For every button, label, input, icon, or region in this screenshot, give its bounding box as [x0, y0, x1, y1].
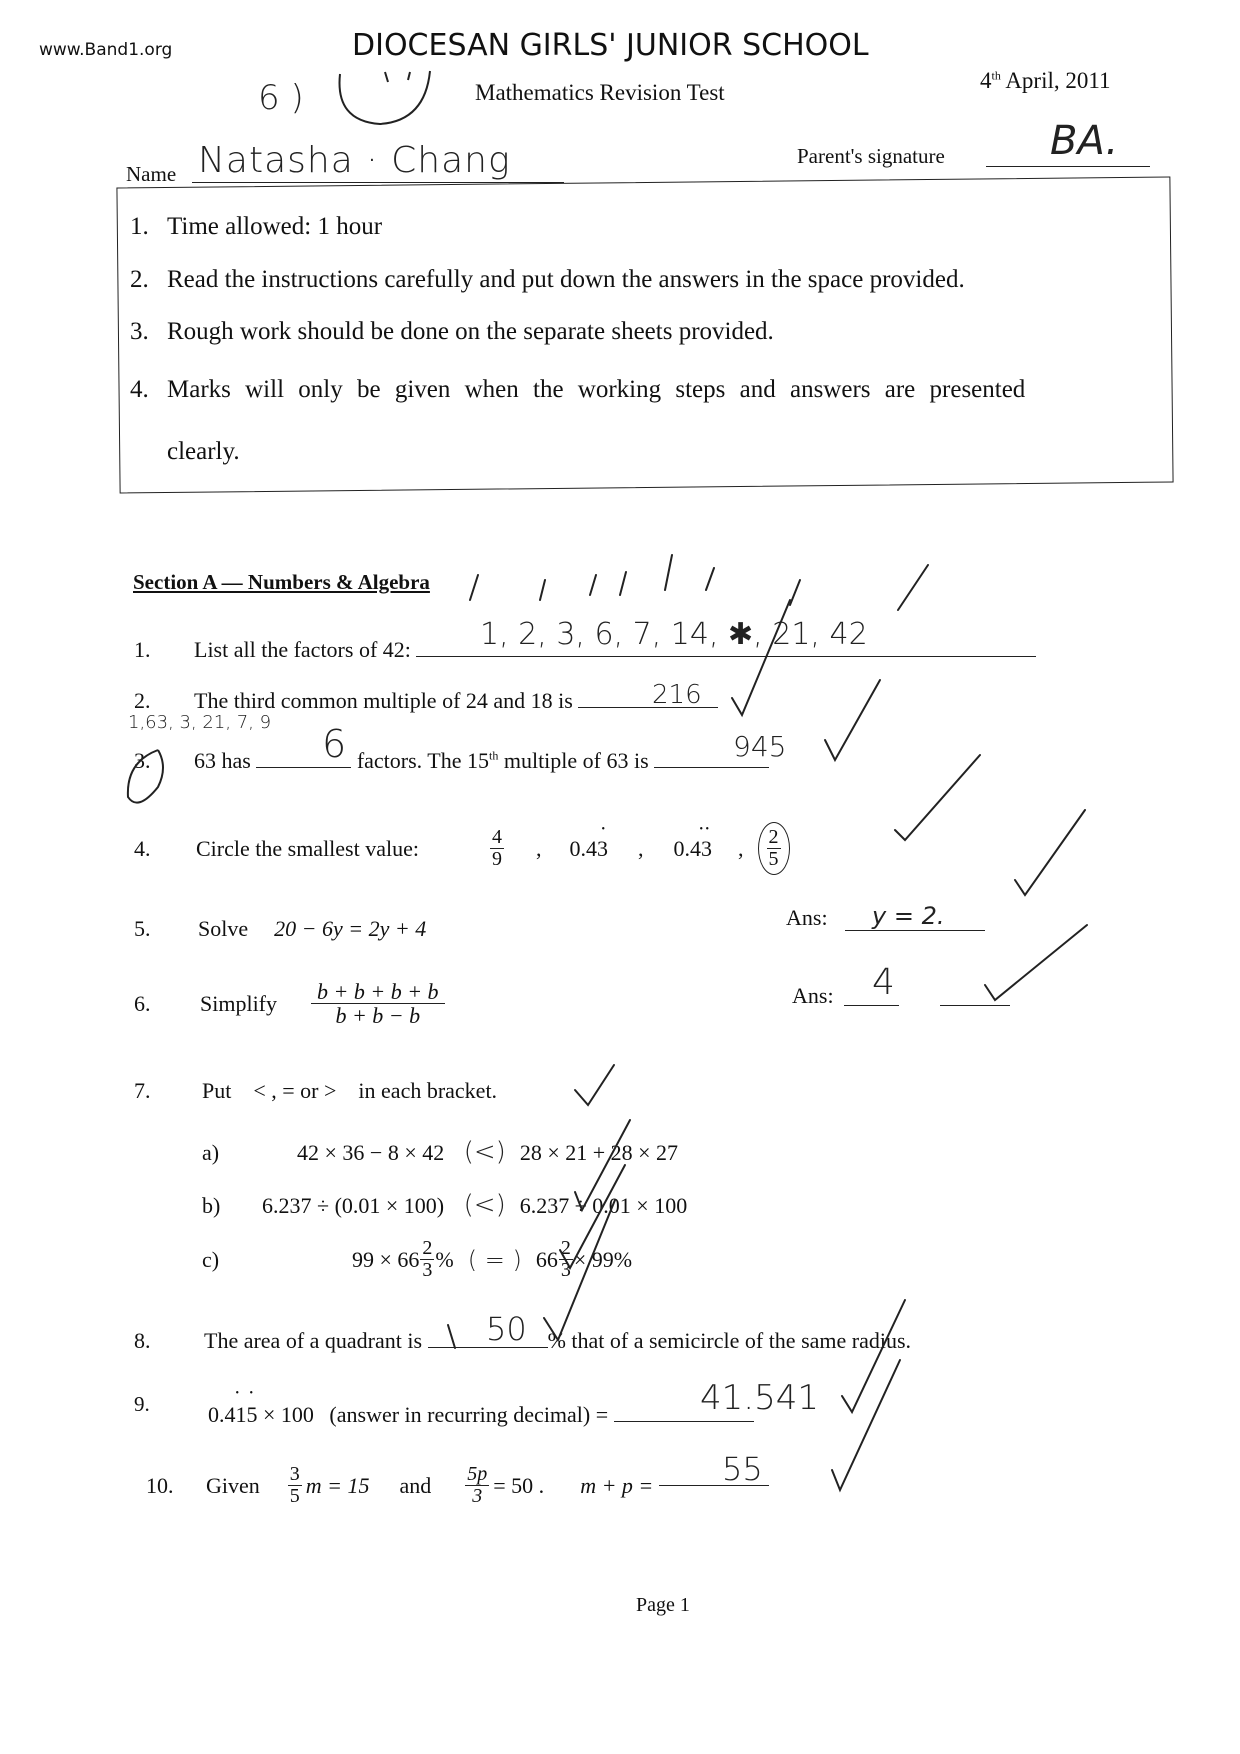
q9-answer[interactable]: 41.541: [700, 1378, 819, 1418]
q6-mark-line: [940, 1005, 1010, 1006]
question-10: 10. Given $\frac{3}{5}$ m = 15 and $\frac{5p}{3}$ = 50 . m + p =: [146, 1464, 769, 1507]
question-4: 4. Circle the smallest value: $\frac{4}{9}$ , 0.43 • , 0.43 • • , $\frac{2}{5}$: [134, 822, 794, 875]
parent-signature-label: Parent's signature: [797, 144, 945, 168]
q10-answer[interactable]: 55: [722, 1450, 763, 1488]
tick-mark: [470, 555, 928, 610]
q7a-answer[interactable]: (<): [463, 1137, 506, 1167]
handwritten-score: 6 ): [258, 78, 304, 118]
question-6: 6. Simplify $\frac{b + b + b + b}{b + b - b}$: [134, 980, 449, 1027]
tick-mark: [895, 755, 980, 840]
q6-ans-label: Ans:: [792, 983, 834, 1008]
signature-line: [986, 166, 1150, 167]
q3-circled-number: [118, 742, 180, 812]
test-title: Mathematics Revision Test: [475, 80, 725, 105]
instruction-item: 4. Marks will only be given when the working steps and answers are presented: [130, 376, 1026, 403]
question-7: 7. Put < , = or > in each bracket.: [134, 1078, 498, 1103]
page-number: Page 1: [636, 1594, 690, 1616]
name-value[interactable]: Natasha · Chang: [198, 140, 511, 181]
tick-mark: [575, 1065, 614, 1105]
question-3: 3. 63 has factors. The 15th multiple of 63 is: [134, 748, 769, 774]
instruction-item: clearly.: [167, 438, 240, 465]
instruction-item: 1. Time allowed: 1 hour: [130, 213, 383, 240]
q7-part-a: a) 42 × 36 − 8 × 42 (<) 28 × 21 + 28 × 27: [202, 1137, 679, 1167]
option-0-43-recurring-3[interactable]: 0.43 •: [569, 823, 608, 861]
q1-answer[interactable]: 1, 2, 3, 6, 7, 14, ✱, 21, 42: [480, 617, 868, 652]
option-0-43-recurring-43[interactable]: 0.43 • •: [673, 823, 712, 861]
question-8: 8. The area of a quadrant is % that of a semicircle of the same radius.: [134, 1328, 912, 1353]
q5-ans-label: Ans:: [786, 905, 828, 930]
tick-mark: [825, 680, 880, 760]
instruction-item: 2. Read the instructions carefully and put down the answers in the space provided.: [130, 266, 965, 293]
option-4-9[interactable]: $\frac{4}{9}$: [492, 826, 502, 870]
question-2: 2. The third common multiple of 24 and 18 is: [134, 688, 718, 714]
question-5: 5. Solve 20 − 6y = 2y + 4: [134, 916, 427, 941]
q7b-answer[interactable]: (<): [463, 1190, 506, 1220]
q7c-answer[interactable]: ( = ): [467, 1245, 522, 1274]
option-2-5-circled[interactable]: $\frac{2}{5}$: [758, 822, 790, 875]
question-9: 0.415 • • × 100 (answer in recurring decimal) =: [208, 1402, 754, 1428]
instruction-item: 3. Rough work should be done on the separate sheets provided.: [130, 318, 774, 345]
q6-answer[interactable]: 4: [872, 962, 895, 1003]
tick-mark: [985, 925, 1087, 1000]
q2-answer[interactable]: 216: [652, 680, 702, 710]
section-title: Section A — Numbers & Algebra: [133, 570, 430, 594]
q5-answer[interactable]: y = 2.: [872, 902, 945, 930]
q5-answer-line: [845, 930, 985, 931]
test-date: 4th April, 2011: [980, 68, 1111, 93]
name-label: Name: [126, 162, 177, 186]
q6-answer-line: [844, 1005, 899, 1006]
q7-part-b: b) 6.237 ÷ (0.01 × 100) (<) 6.237 ÷ 0.01 × 100: [202, 1190, 688, 1220]
q2-working: 1,63, 3, 21, 7, 9: [128, 712, 272, 733]
watermark: www.Band1.org: [39, 40, 173, 60]
smiley-drawing: [330, 66, 440, 128]
q7-part-c: c) 99 × 66 $\frac{2}{3}$ % ( = ) 66 $\frac{2}{3}$ × 99%: [202, 1237, 633, 1281]
tick-mark: [842, 1300, 905, 1412]
tick-mark: [1015, 810, 1085, 895]
tick-mark: [832, 1360, 900, 1490]
q8-answer[interactable]: 50: [486, 1310, 527, 1348]
question-1: 1. List all the factors of 42:: [134, 637, 1036, 663]
school-name: DIOCESAN GIRLS' JUNIOR SCHOOL: [352, 28, 869, 63]
parent-signature: BA.: [1050, 118, 1119, 164]
q3-answer-factors[interactable]: 6: [322, 722, 347, 766]
q3-answer-multiple[interactable]: 945: [733, 730, 787, 763]
question-9-number: 9.: [134, 1392, 150, 1416]
